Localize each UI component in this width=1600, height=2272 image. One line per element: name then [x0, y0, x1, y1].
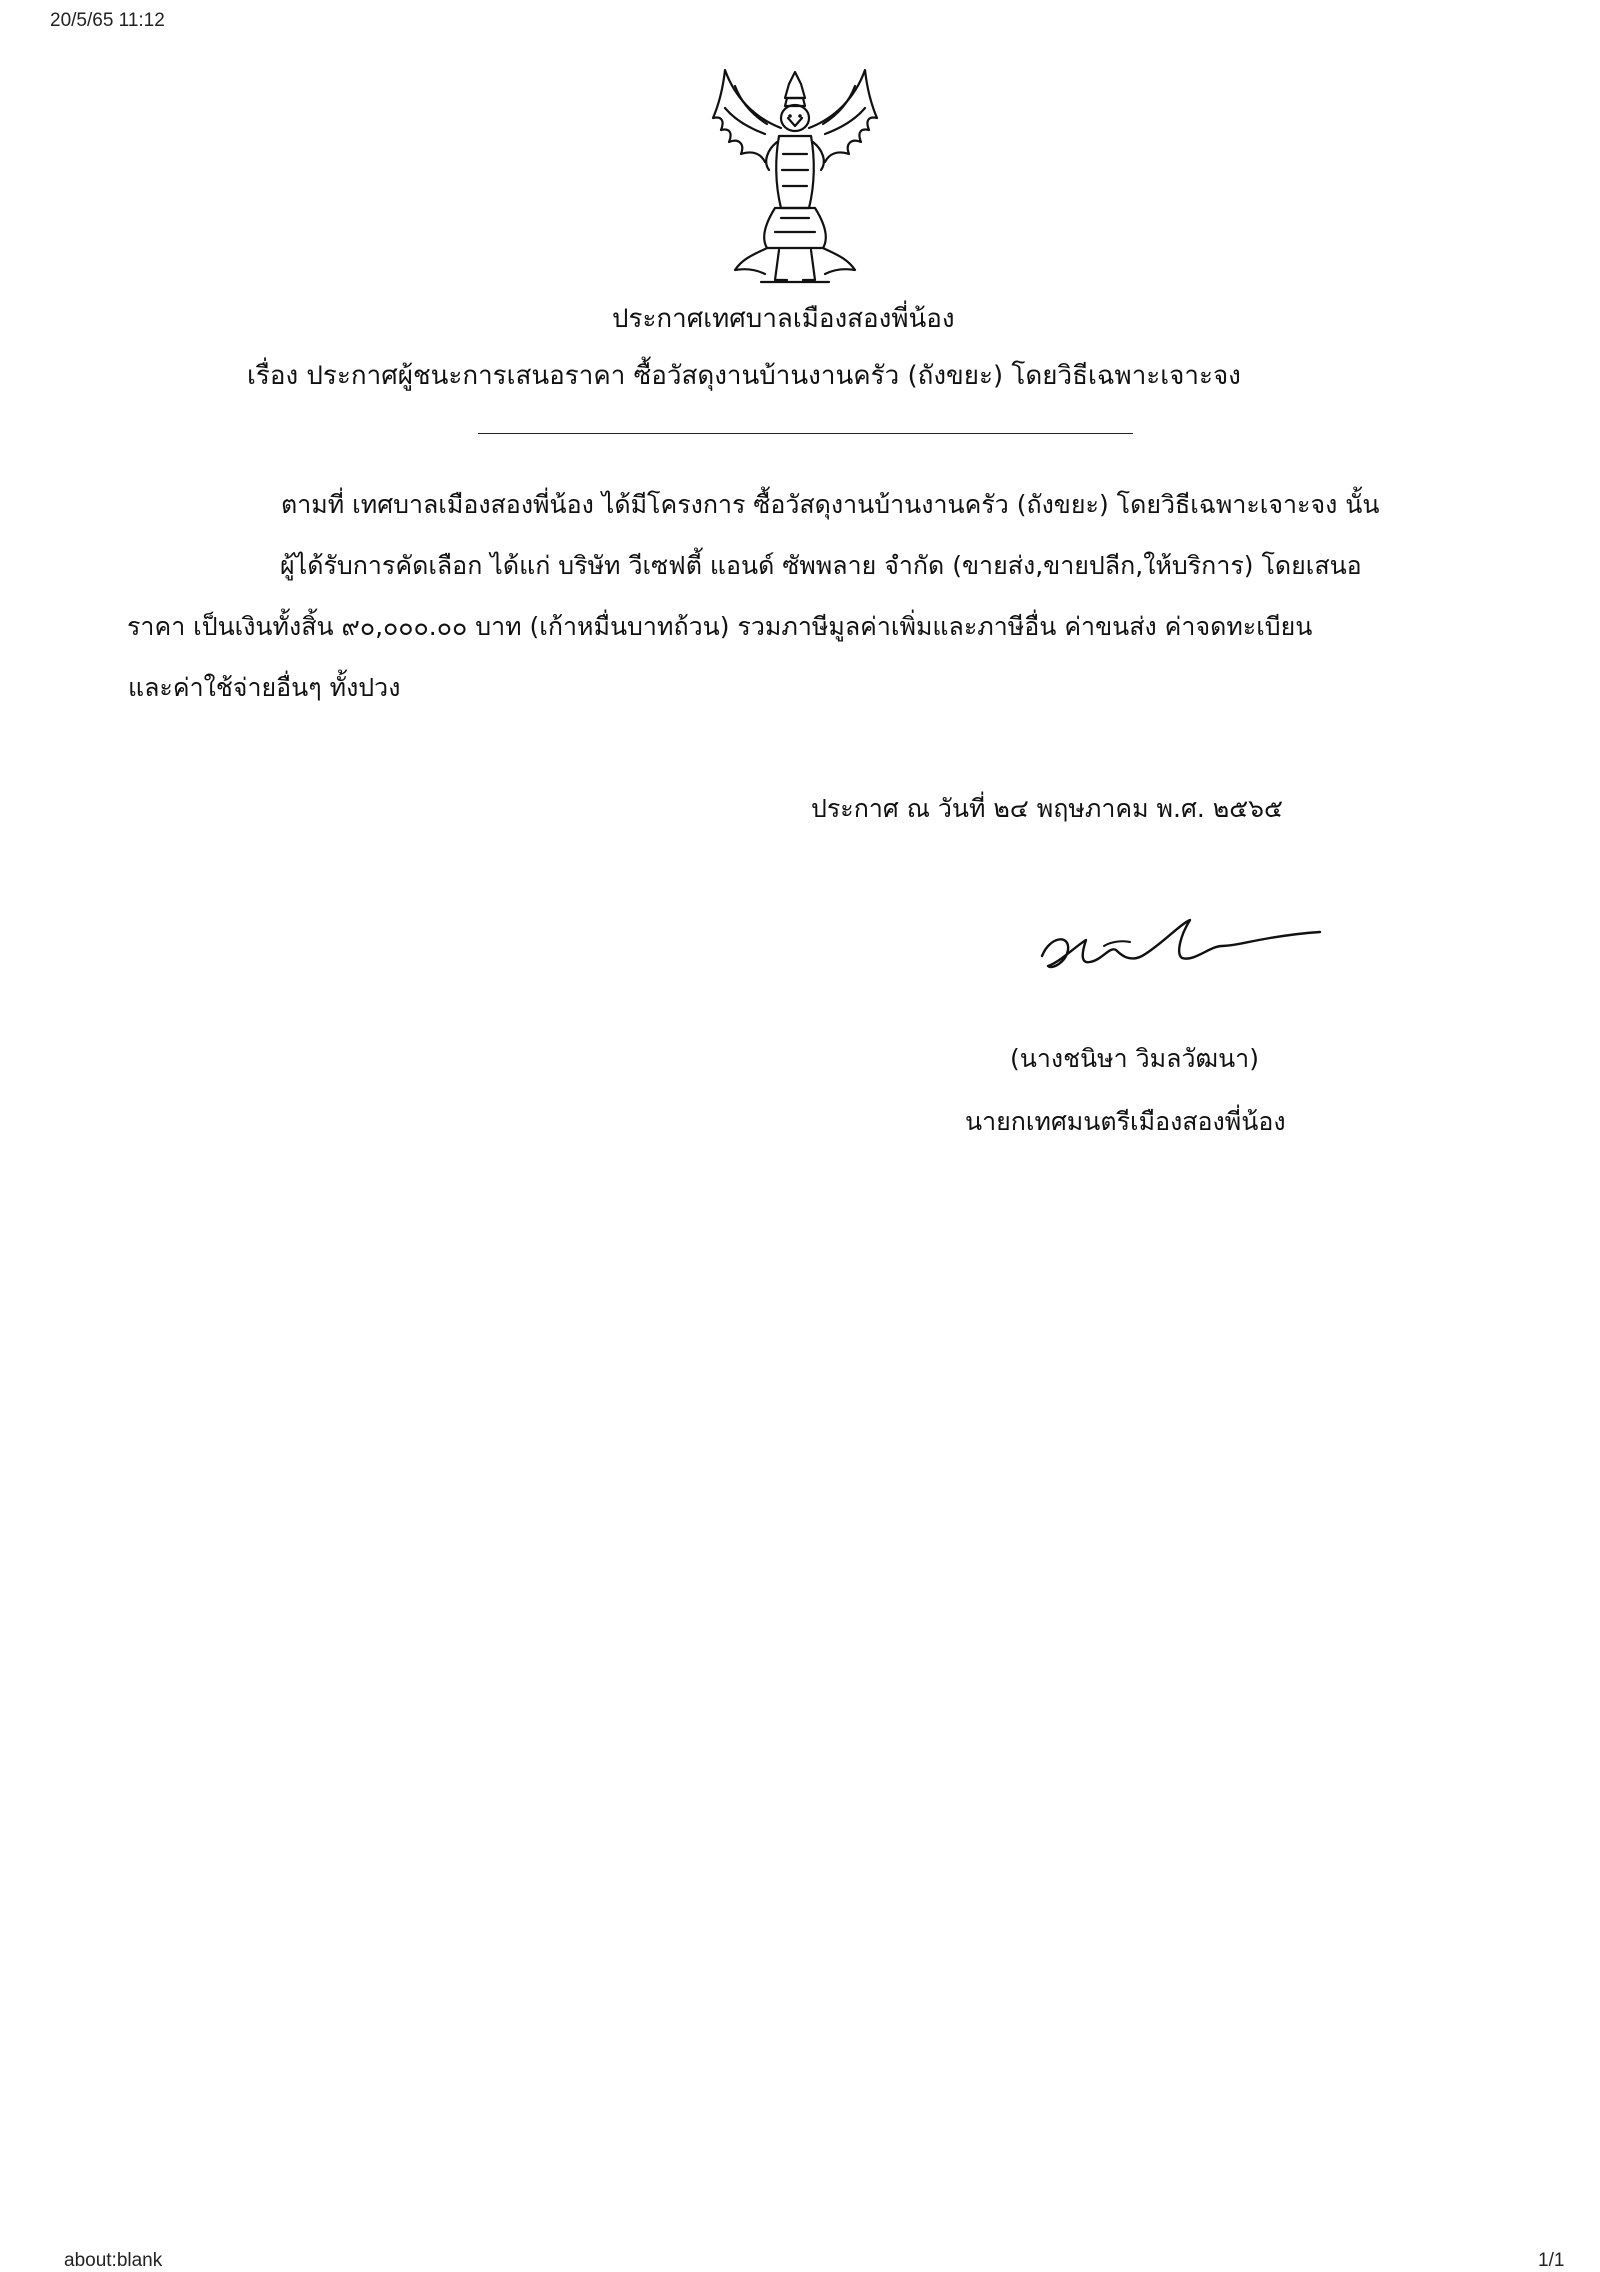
document-subject: เรื่อง ประกาศผู้ชนะการเสนอราคา ซื้อวัสดุงานบ้านงานครัว (ถังขยะ) โดยวิธีเฉพาะเจาะจง: [247, 361, 1241, 391]
body-line-2: ผู้ได้รับการคัดเลือก ได้แก่ บริษัท วีเซฟตี้ แอนด์ ซัพพลาย จำกัด (ขายส่ง,ขายปลีก,ให้บริการ) โดยเสนอ: [280, 551, 1362, 580]
document-title: ประกาศเทศบาลเมืองสองพี่น้อง: [612, 304, 955, 334]
signature-graphic: [1030, 906, 1330, 986]
title-divider: [478, 433, 1133, 434]
signature: [1030, 906, 1330, 986]
body-line-1: ตามที่ เทศบาลเมืองสองพี่น้อง ได้มีโครงการ ซื้อวัสดุงานบ้านงานครัว (ถังขยะ) โดยวิธีเฉพาะเจาะจง นั้น: [281, 490, 1380, 519]
print-header-datetime: 20/5/65 11:12: [50, 10, 165, 31]
print-footer-page: 1/1: [1538, 2250, 1565, 2271]
body-line-4: และค่าใช้จ่ายอื่นๆ ทั้งปวง: [128, 673, 401, 702]
garuda-emblem: [695, 58, 895, 294]
print-footer-url: about:blank: [64, 2250, 163, 2271]
body-line-3: ราคา เป็นเงินทั้งสิ้น ๙๐,๐๐๐.๐๐ บาท (เก้าหมื่นบาทถ้วน) รวมภาษีมูลค่าเพิ่มและภาษีอื่น ค่าขนส่ง ค่าจดทะเบียน: [127, 612, 1313, 641]
signer-name: (นางชนิษา วิมลวัฒนา): [1010, 1044, 1259, 1073]
garuda-emblem-graphic: [695, 58, 895, 294]
signer-position: นายกเทศมนตรีเมืองสองพี่น้อง: [965, 1107, 1286, 1136]
announcement-date: ประกาศ ณ วันที่ ๒๔ พฤษภาคม พ.ศ. ๒๕๖๕: [811, 794, 1283, 823]
